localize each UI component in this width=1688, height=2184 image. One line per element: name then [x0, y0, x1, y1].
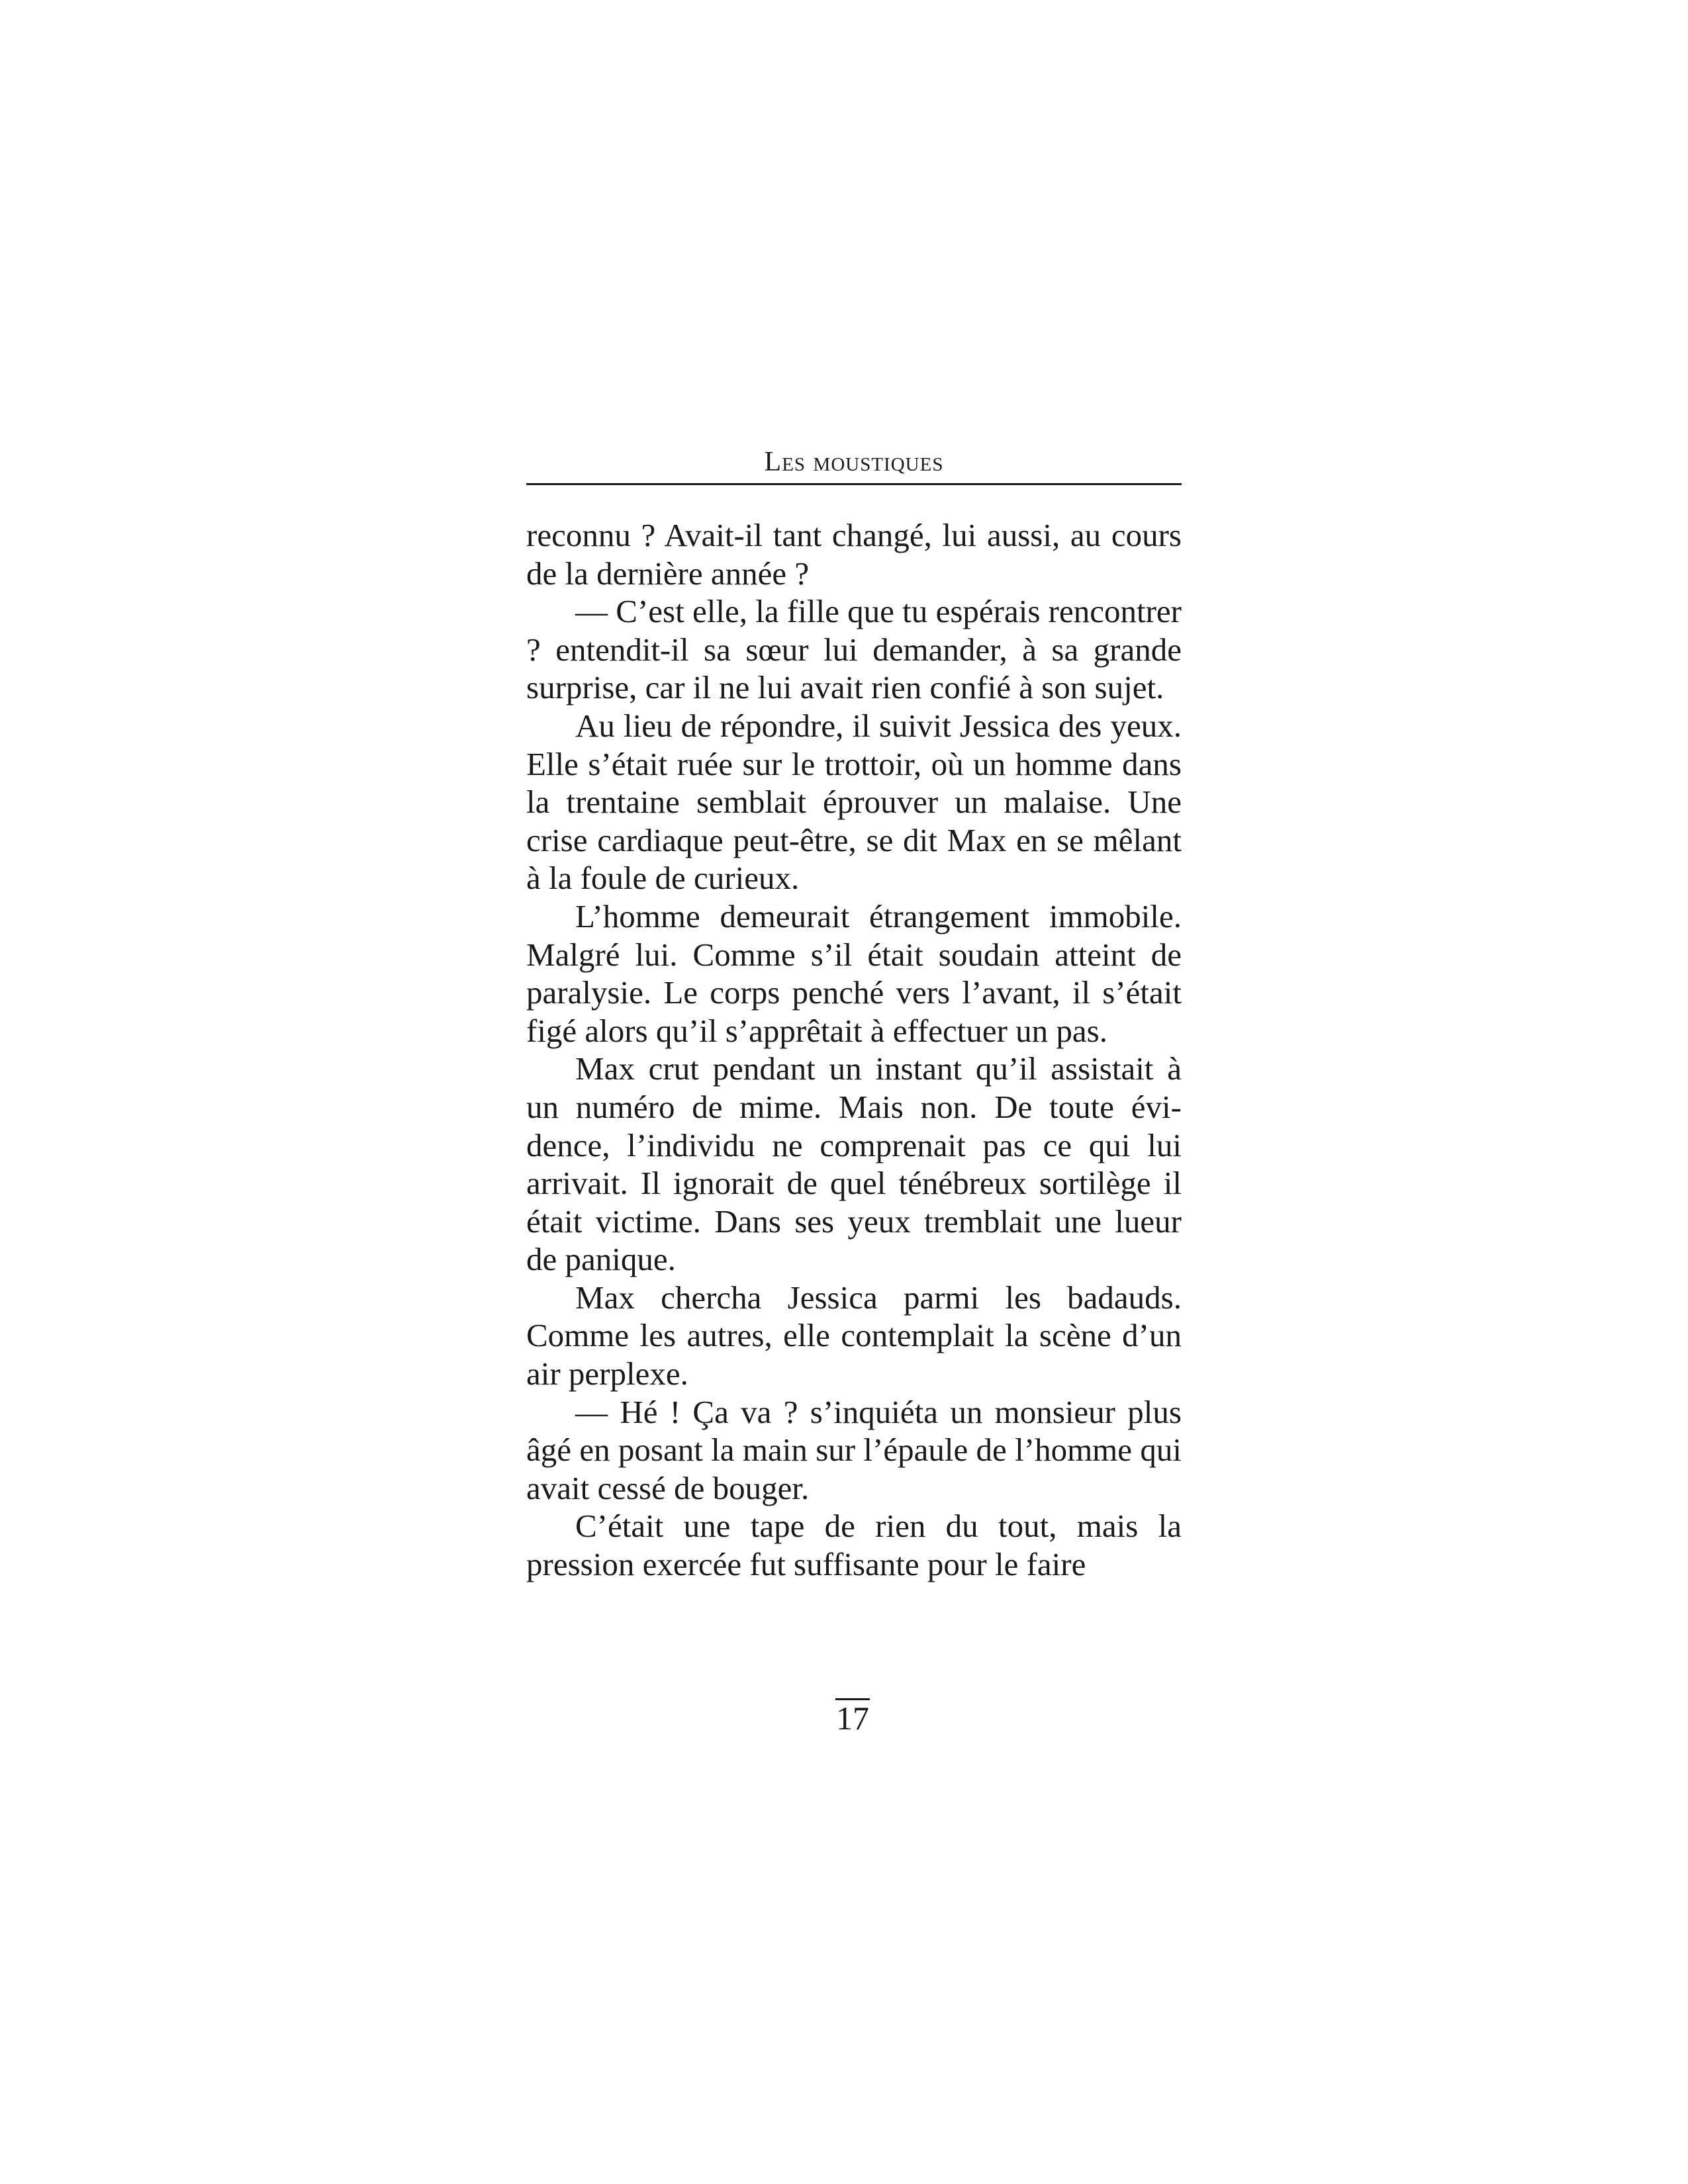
- paragraph: — Hé ! Ça va ? s’inquiéta un monsieur plus âgé en posant la main sur l’épaule de l’homme qui avait cessé de bouger.: [526, 1393, 1182, 1506]
- page-number: 17: [836, 1700, 869, 1737]
- paragraph: L’homme demeurait étrangement immobile. Malgré lui. Comme s’il était soudain atteint de paralysie. Le corps penché vers l’avant, il s’était figé alors qu’il s’apprêtait à effectuer un pas.: [526, 897, 1182, 1049]
- running-header-title: Les moustiques: [764, 447, 944, 477]
- paragraph: Max chercha Jessica parmi les badauds. Comme les autres, elle contemplait la scène d’un air perplexe.: [526, 1279, 1182, 1392]
- paragraph: reconnu ? Avait-il tant changé, lui aussi, au cours de la dernière année ?: [526, 517, 1182, 592]
- paragraph: — C’est elle, la fille que tu espérais rencontrer ? entendit-il sa sœur lui demander, à sa grande surprise, car il ne lui avait rien confié à son sujet.: [526, 593, 1182, 706]
- paragraph: C’était une tape de rien du tout, mais la pression exercée fut suffisante pour le faire: [526, 1508, 1182, 1583]
- paragraph: Max crut pendant un instant qu’il assistait à un numéro de mime. Mais non. De toute évidence, l’individu ne comprenait pas ce qui lui arrivait. Il ignorait de quel ténébreux sortilège il était victime. Dans ses yeux tremblait une lueur de panique.: [526, 1050, 1182, 1278]
- body-text: [526, 516, 1182, 1584]
- header-rule: [526, 483, 1182, 485]
- paragraph: Au lieu de répondre, il suivit Jessica des yeux. Elle s’était ruée sur le trottoir, où un homme dans la trentaine semblait éprouver un malaise. Une crise cardiaque peut-être, se dit Max en se mêlant à la foule de curieux.: [526, 707, 1182, 897]
